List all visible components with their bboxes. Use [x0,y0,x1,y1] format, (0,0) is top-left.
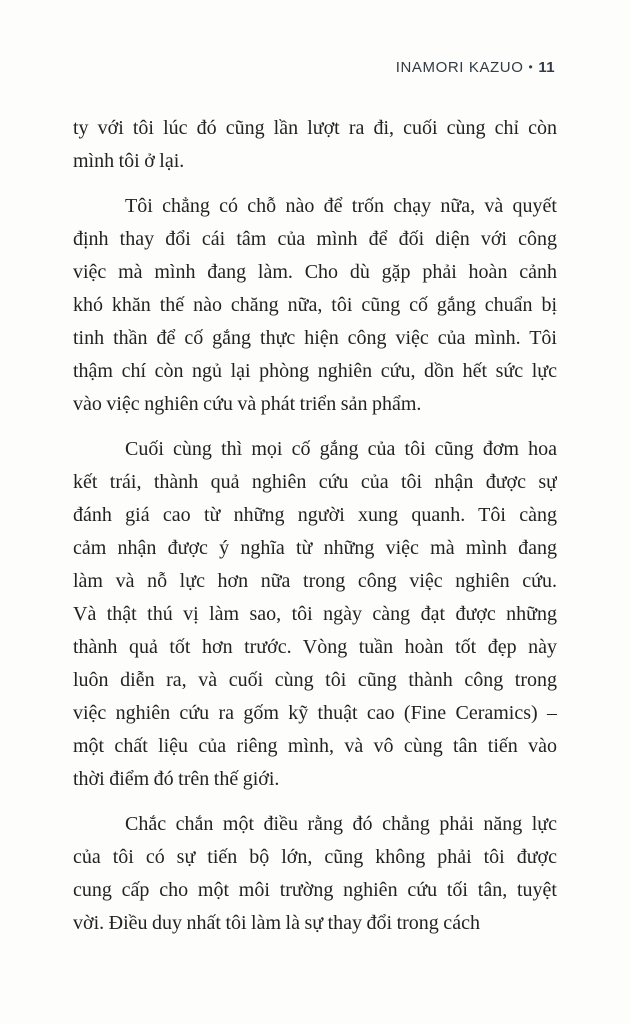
paragraph [73,190,557,421]
text-line: kết trái, thành quả nghiên cứu của tôi nhận được sự [73,471,557,493]
text-line: Tôi chẳng có chỗ nào để trốn chạy nữa, và quyết [125,195,557,217]
paragraph [73,808,557,940]
text-line: luôn diễn ra, và cuối cùng tôi cũng thành công trong [73,669,557,691]
page-body [73,112,557,940]
paragraph [73,112,557,178]
text-line: cung cấp cho một môi trường nghiên cứu tối tân, tuyệt [73,879,557,901]
page-header [396,58,555,77]
text-line: cảm nhận được ý nghĩa từ những việc mà mình đang [73,537,557,559]
header-separator-dot: • [528,60,534,74]
text-line: định thay đổi cái tâm của mình để đối diện với công [73,228,557,250]
text-line: vời. Điều duy nhất tôi làm là sự thay đổi trong cách [73,912,480,934]
text-line: thậm chí còn ngủ lại phòng nghiên cứu, dồn hết sức lực [73,360,557,382]
text-line: đánh giá cao từ những người xung quanh. Tôi càng [73,504,557,526]
text-line: Và thật thú vị làm sao, tôi ngày càng đạt được những [73,603,557,625]
page-number: 11 [538,59,555,76]
text-line: tinh thần để cố gắng thực hiện công việc của mình. Tôi [73,327,557,349]
text-line: việc nghiên cứu ra gốm kỹ thuật cao (Fine Ceramics) – [73,702,557,724]
text-line: thời điểm đó trên thế giới. [73,768,280,790]
paragraph [73,433,557,796]
text-line: của tôi có sự tiến bộ lớn, cũng không phải tôi được [73,846,557,868]
text-line: làm và nỗ lực hơn nữa trong công việc nghiên cứu. [73,570,557,592]
text-line: ty với tôi lúc đó cũng lần lượt ra đi, cuối cùng chỉ còn [73,117,557,139]
text-line: mình tôi ở lại. [73,150,185,172]
header-author-text: INAMORI KAZUO [395,59,524,76]
text-line: Cuối cùng thì mọi cố gắng của tôi cũng đơm hoa [125,438,557,460]
text-line: thành quả tốt hơn trước. Vòng tuần hoàn tốt đẹp này [73,636,557,658]
text-line: việc mà mình đang làm. Cho dù gặp phải hoàn cảnh [73,261,557,283]
text-line: khó khăn thế nào chăng nữa, tôi cũng cố gắng chuẩn bị [73,294,557,316]
text-line: vào việc nghiên cứu và phát triển sản phẩm. [73,393,422,415]
text-line: một chất liệu của riêng mình, và vô cùng tân tiến vào [73,735,557,757]
text-line: Chắc chắn một điều rằng đó chẳng phải năng lực [125,813,557,835]
